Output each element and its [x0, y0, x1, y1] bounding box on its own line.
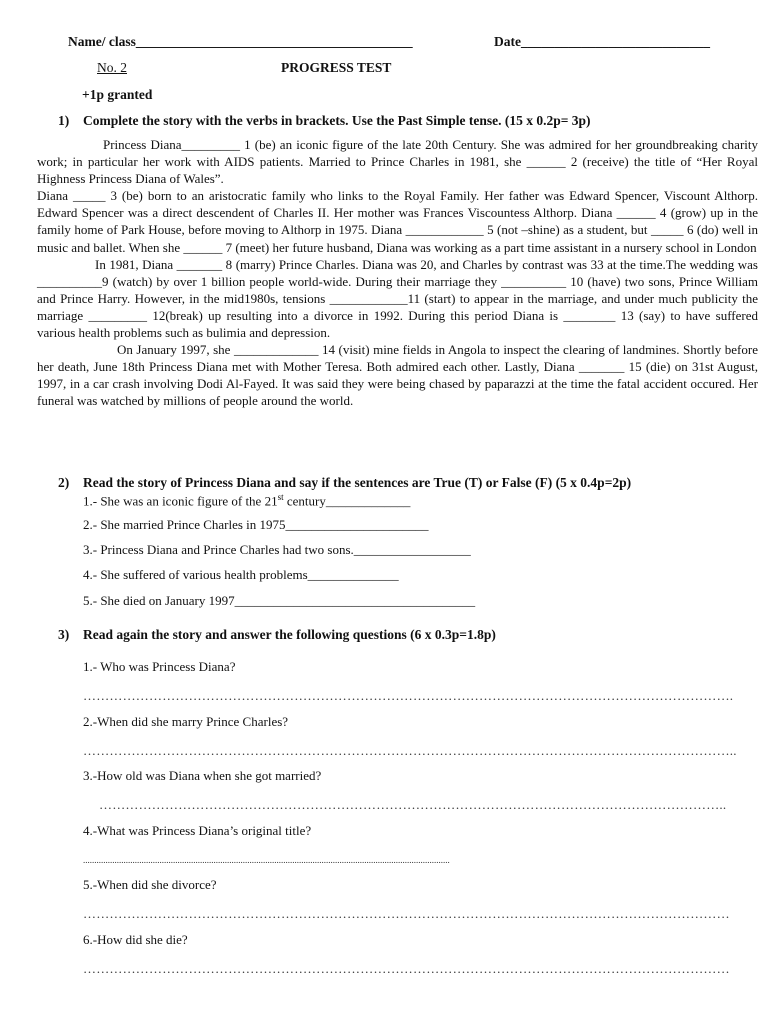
section-3-number: 3)	[58, 627, 70, 642]
true-false-item-2[interactable]	[83, 517, 429, 533]
story-paragraph: Princess Diana_________ 1 (be) an iconic figure of the late 20th Century. She was admired for her groundbreaking charity work; in particular her work with AIDS patients. Married to Prince Charles in 1981, she ______ 2 (receive) the title of “Her Royal Highness Princess Diana of Wales”.	[37, 137, 758, 187]
date-field[interactable]: Date____________________________	[494, 34, 710, 49]
test-number: No. 2	[97, 60, 127, 75]
question-2: 2.-When did she marry Prince Charles?	[83, 714, 289, 729]
true-false-item-1[interactable]	[83, 492, 410, 509]
answer-line-5[interactable]: …………………………………………………………………………………………………………………………………	[83, 906, 730, 921]
true-false-item-3[interactable]	[83, 542, 471, 558]
page-title: PROGRESS TEST	[281, 60, 392, 75]
true-false-item-4[interactable]	[83, 567, 399, 583]
tf-item-text: 3.- Princess Diana and Prince Charles had two sons.__________________	[83, 542, 471, 557]
section-1-number: 1)	[58, 113, 70, 128]
question-3: 3.-How old was Diana when she got married?	[83, 768, 322, 783]
tf-item-text: 5.- She died on January 1997_____________________________________	[83, 593, 476, 608]
section-1-heading	[58, 113, 591, 129]
tf-item-text: 1.- She was an iconic figure of the 21	[83, 493, 278, 509]
tf-item-text: 4.- She suffered of various health problems______________	[83, 567, 399, 582]
question-5: 5.-When did she divorce?	[83, 877, 217, 892]
story-text	[37, 136, 758, 410]
question-6: 6.-How did she die?	[83, 932, 188, 947]
tf-item-superscript: st	[277, 492, 284, 502]
section-2-number: 2)	[58, 475, 70, 490]
section-2-heading	[58, 475, 631, 491]
answer-line-4[interactable]: ...................................................................................................................................................................	[83, 855, 450, 865]
story-paragraph: Diana _____ 3 (be) born to an aristocratic family who links to the Royal Family. Her father was Edward Spencer, Viscount Althorp. Edward Spencer was a direct descendent of Charles II. Her mother was Frances Viscountess Althorp. Diana ______ 4 (grow) up in the family home of Park House, before moving to Althorp in 1975. Diana ____________ 5 (not –shine) as a student, but _____ 6 (do) well in music and ballet. When she ______ 7 (meet) her future husband, Diana was working as a part time assistant in a nursery school in London	[37, 188, 758, 255]
answer-line-3[interactable]: ……………………………………………………………………………………………………………………………..	[99, 797, 727, 812]
question-1: 1.- Who was Princess Diana?	[83, 659, 236, 674]
story-paragraph: On January 1997, she _____________ 14 (visit) mine fields in Angola to inspect the clearing of landmines. Shortly before her death, June 18th Princess Diana met with Mother Teresa. Both admired each other. Lastly, Diana _______ 15 (die) on 31st August, 1997, in a car crash involving Dodi Al-Fayed. It was said they were being chased by paparazzi at the time the fatal accident occured. Her funeral was watched by millions of people around the world.	[37, 342, 758, 409]
name-class-field[interactable]: Name/ class_________________________________________	[68, 34, 413, 49]
true-false-item-5[interactable]	[83, 593, 475, 609]
section-3-heading	[58, 627, 496, 643]
section-3-instruction: Read again the story and answer the following questions (6 x 0.3p=1.8p)	[83, 627, 496, 642]
story-paragraph: In 1981, Diana _______ 8 (marry) Prince Charles. Diana was 20, and Charles by contrast was 33 at the time.The wedding was __________9 (watch) by over 1 billion people world-wide. During their marriage they __________ 10 (have) two sons, Prince William and Prince Harry. However, in the mid1980s, tensions ____________11 (start) to appear in the marriage, and under much publicity the marriage _________ 12(break) up resulting into a divorce in 1992. During this period Diana is ________ 13 (say) to have suffered various health problems such as bulimia and depression.	[37, 256, 758, 341]
answer-line-1[interactable]: ………………………………………………………………………………………………………………………………….	[83, 688, 734, 703]
answer-line-6[interactable]: …………………………………………………………………………………………………………………………………	[83, 961, 730, 976]
tf-item-text: 2.- She married Prince Charles in 1975______________________	[83, 517, 429, 532]
question-4: 4.-What was Princess Diana’s original title?	[83, 823, 312, 838]
granted-points: +1p granted	[82, 87, 153, 102]
answer-line-2[interactable]: …………………………………………………………………………………………………………………………………..	[83, 743, 737, 758]
section-1-instruction: Complete the story with the verbs in brackets. Use the Past Simple tense. (15 x 0.2p= 3p)	[83, 113, 591, 128]
tf-item-blank: century_____________	[283, 493, 411, 509]
section-2-instruction: Read the story of Princess Diana and say if the sentences are True (T) or False (F) (5 x 0.4p=2p)	[83, 475, 632, 490]
